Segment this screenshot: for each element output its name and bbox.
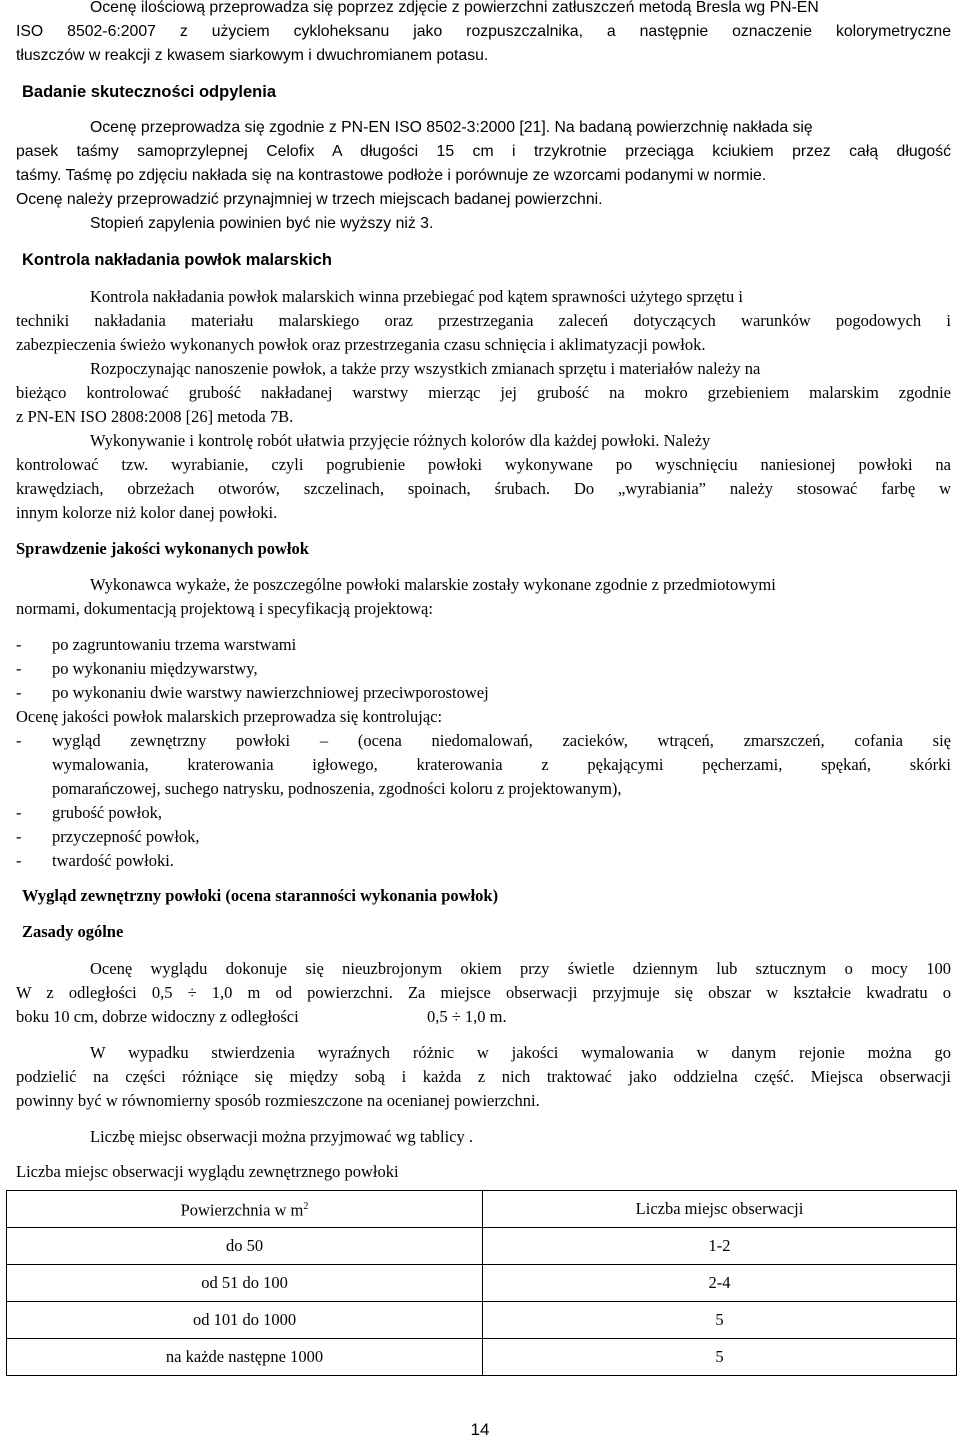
list-dash: -	[16, 803, 22, 822]
paragraph-line: Wykonawca wykaże, że poszczególne powłoki malarskie zostały wykonane zgodnie z przedmiotowymi	[90, 575, 776, 594]
paragraph-line: Rozpoczynając nanoszenie powłok, a także przy wszystkich zmianach sprzętu i materiałów należy na	[90, 359, 761, 378]
table-cell-count: 5	[483, 1339, 957, 1376]
table-row	[7, 1339, 957, 1376]
table-cell-count: 1-2	[483, 1228, 957, 1265]
list-dash: -	[16, 731, 22, 750]
paragraph-line: taśmy. Taśmę po zdjęciu nakłada się na kontrastowe podłoże i porównuje ze wzorcami podanymi w normie.	[16, 167, 767, 184]
section-heading: Badanie skuteczności odpylenia	[22, 83, 276, 101]
table-cell-count: 2-4	[483, 1265, 957, 1302]
paragraph-line: Ocenę wyglądu dokonuje się nieuzbrojonym okiem przy świetle dziennym lub sztucznym o mocy 100	[90, 959, 951, 978]
list-item: po zagruntowaniu trzema warstwami	[52, 635, 297, 654]
list-dash: -	[16, 683, 22, 702]
table-row	[7, 1228, 957, 1265]
paragraph-line: Stopień zapylenia powinien być nie wyższy niż 3.	[90, 215, 434, 232]
table-caption: Liczba miejsc obserwacji wyglądu zewnętrznego powłoki	[16, 1162, 399, 1181]
list-item: przyczepność powłok,	[52, 827, 200, 846]
list-item: grubość powłok,	[52, 803, 162, 822]
list-item: wymalowania, kraterowania igłowego, kraterowania z pękającymi pęcherzami, spękań, skórki	[52, 755, 951, 774]
paragraph-line: podzielić na części różniące się między sobą i każda z nich traktować jako oddzielna część. Miejsca obserwacji	[16, 1067, 951, 1086]
paragraph-line: ISO 8502-6:2007 z użyciem cykloheksanu jako rozpuszczalnika, a następnie oznaczenie kolorymetryczne	[16, 23, 951, 40]
page-number: 14	[470, 1420, 490, 1439]
list-item: po wykonaniu dwie warstwy nawierzchniowej przeciwporostowej	[52, 683, 489, 702]
paragraph-line: boku 10 cm, dobrze widoczny z odległości	[16, 1007, 299, 1026]
section-heading: Wygląd zewnętrzny powłoki (ocena staranności wykonania powłok)	[22, 886, 499, 905]
table-header-cell	[7, 1191, 483, 1228]
paragraph-line: Ocenę należy przeprowadzić przynajmniej w trzech miejscach badanej powierzchni.	[16, 191, 603, 208]
table-cell-area: od 101 do 1000	[7, 1302, 483, 1339]
table-row	[7, 1302, 957, 1339]
table-cell-area: do 50	[7, 1228, 483, 1265]
table-header-row	[7, 1191, 957, 1228]
paragraph-line: Kontrola nakładania powłok malarskich winna przebiegać pod kątem sprawności użytego sprzętu i	[90, 287, 743, 306]
paragraph-line: techniki nakładania materiału malarskiego oraz przestrzegania zaleceń dotyczących warunków pogodowych i	[16, 311, 951, 330]
paragraph-line: krawędziach, obrzeżach otworów, szczelinach, spoinach, śrubach. Do „wyrabiania” należy stosować farbę w	[16, 479, 951, 498]
section-heading: Kontrola nakładania powłok malarskich	[22, 251, 332, 269]
paragraph-line: Ocenę jakości powłok malarskich przeprowadza się kontrolując:	[16, 707, 443, 726]
table-row	[7, 1265, 957, 1302]
list-dash: -	[16, 827, 22, 846]
paragraph-line: Liczbę miejsc obserwacji można przyjmować wg tablicy .	[90, 1127, 474, 1146]
list-item: twardość powłoki.	[52, 851, 174, 870]
list-dash: -	[16, 851, 22, 870]
paragraph-line: bieżąco kontrolować grubość nakładanej warstwy mierząc jej grubość na mokro grzebieniem malarskim zgodnie	[16, 383, 951, 402]
paragraph-line: tłuszczów w reakcji z kwasem siarkowym i dwuchromianem potasu.	[16, 47, 489, 64]
paragraph-line: z PN-EN ISO 2808:2008 [26] metoda 7B.	[16, 407, 294, 426]
paragraph-line: pasek taśmy samoprzylepnej Celofix A długości 15 cm i trzykrotnie przeciąga kciukiem przez całą długość	[16, 143, 951, 160]
paragraph-line: zabezpieczenia świeżo wykonanych powłok oraz przestrzegania czasu schnięcia i aklimatyzacji powłok.	[16, 335, 706, 354]
list-item: wygląd zewnętrzny powłoki – (ocena niedomalowań, zacieków, wtrąceń, zmarszczeń, cofania się	[52, 731, 951, 750]
section-heading: Sprawdzenie jakości wykonanych powłok	[16, 539, 309, 558]
paragraph-line: kontrolować tzw. wyrabianie, czyli pogrubienie powłoki wykonywane po wyschnięciu naniesionej powłoki na	[16, 455, 951, 474]
list-dash: -	[16, 659, 22, 678]
list-item: pomarańczowej, suchego natrysku, podnoszenia, zgodności koloru z projektowanym),	[52, 779, 622, 798]
header-label: Powierzchnia w m	[180, 1200, 304, 1220]
paragraph-line: powinny być w równomierny sposób rozmieszczone na ocenianej powierzchni.	[16, 1091, 540, 1110]
subsection-heading: Zasady ogólne	[22, 922, 124, 941]
table-header-cell: Liczba miejsc obserwacji	[483, 1191, 957, 1228]
paragraph-line: 0,5 ÷ 1,0 m.	[427, 1007, 507, 1026]
list-item: po wykonaniu międzywarstwy,	[52, 659, 258, 678]
table-cell-area: na każde następne 1000	[7, 1339, 483, 1376]
paragraph-line: innym kolorze niż kolor danej powłoki.	[16, 503, 278, 522]
table-cell-count: 5	[483, 1302, 957, 1339]
paragraph-line: W wypadku stwierdzenia wyraźnych różnic w jakości wymalowania w danym rejonie można go	[90, 1043, 951, 1062]
paragraph-line: Wykonywanie i kontrolę robót ułatwia przyjęcie różnych kolorów dla każdej powłoki. Należy	[90, 431, 711, 450]
paragraph-line: normami, dokumentacją projektową i specyfikacją projektową:	[16, 599, 433, 618]
paragraph-line: W z odległości 0,5 ÷ 1,0 m od powierzchni. Za miejsce obserwacji przyjmuje się obszar w kształcie kwadratu o	[16, 983, 951, 1002]
paragraph-line: Ocenę ilościową przeprowadza się poprzez zdjęcie z powierzchni zatłuszczeń metodą Bresla wg PN-EN	[90, 0, 819, 16]
list-dash: -	[16, 635, 22, 654]
table-cell-area: od 51 do 100	[7, 1265, 483, 1302]
header-superscript: 2	[303, 1201, 309, 1213]
observation-table	[6, 1190, 957, 1376]
paragraph-line: Ocenę przeprowadza się zgodnie z PN-EN ISO 8502-3:2000 [21]. Na badaną powierzchnię nakłada się	[90, 119, 813, 136]
